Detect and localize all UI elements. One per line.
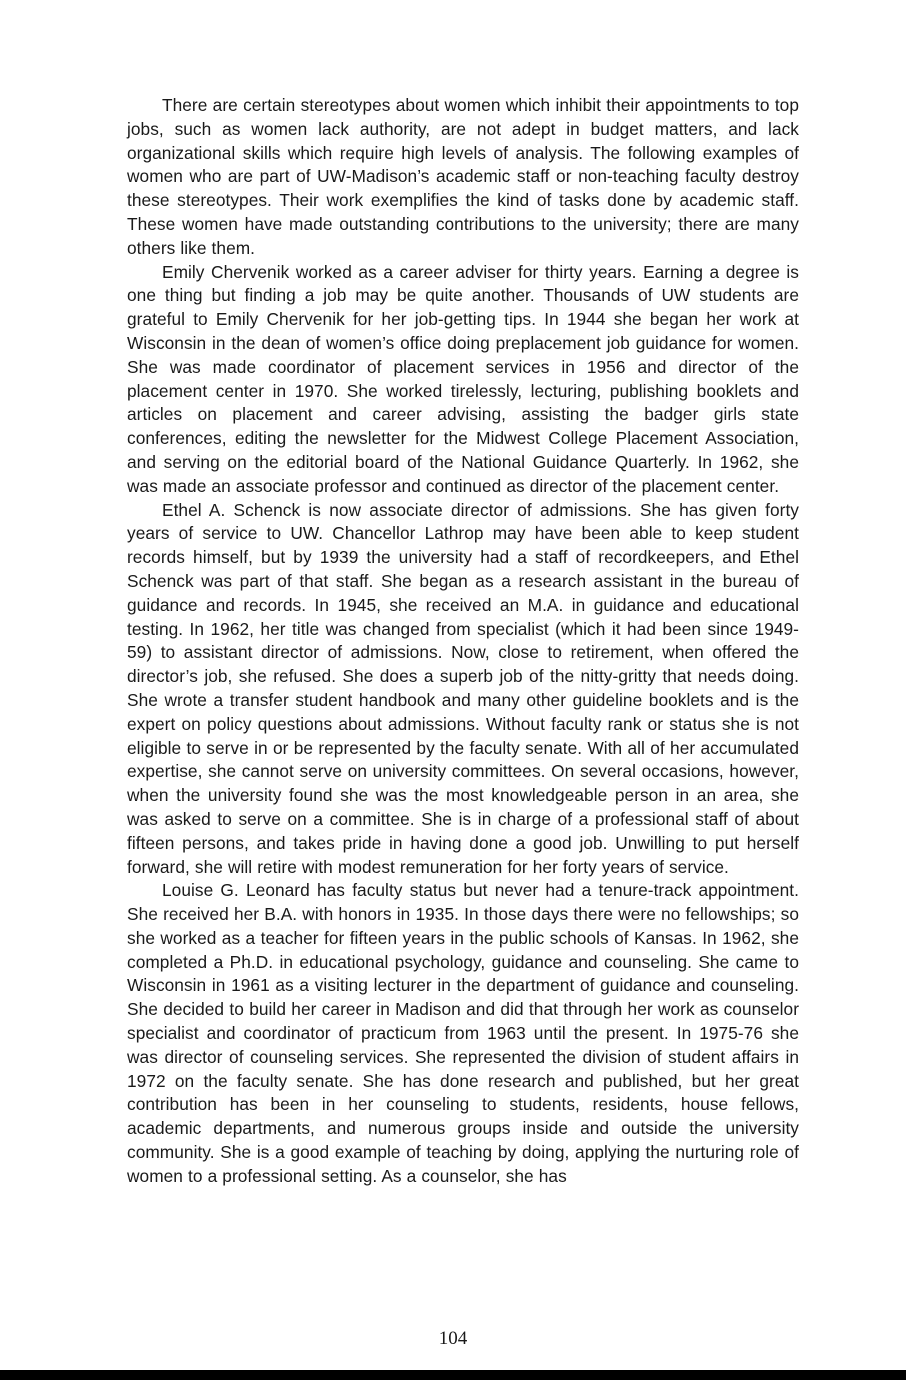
paragraph-leonard: Louise G. Leonard has faculty status but never had a tenure-track appointment. She received her B.A. with honors in 1935. In those days there were no fellowships; so she worked as a teacher for fifteen years in the public schools of Kansas. In 1962, she completed a Ph.D. in educational psychology, guidance and counseling. She came to Wisconsin in 1961 as a visiting lecturer in the department of guidance and counseling. She decided to build her career in Madison and did that through her work as counselor specialist and coordinator of practicum from 1963 until the present. In 1975-76 she was director of counseling services. She represented the division of student affairs in 1972 on the faculty senate. She has done research and published, but her great contribution has been in her counseling to students, residents, house fellows, academic departments, and numerous groups inside and outside the university community. She is a good example of teaching by doing, applying the nurturing role of women to a professional setting. As a counselor, she has bbox=[127, 880, 799, 1186]
paragraph-intro: There are certain stereotypes about women which inhibit their appointments to top jobs, such as women lack authority, are not adept in budget matters, and lack organizational skills which require high levels of analysis. The following examples of women who are part of UW-Madison’s academic staff or non-teaching faculty destroy these stereotypes. Their work exemplifies the kind of tasks done by academic staff. These women have made outstanding contributions to the university; there are many others like them. bbox=[127, 95, 799, 258]
scan-edge-bar bbox=[0, 1370, 906, 1380]
paragraph-chervenik: Emily Chervenik worked as a career adviser for thirty years. Earning a degree is one thing but finding a job may be quite another. Thousands of UW students are grateful to Emily Chervenik for her job-getting tips. In 1944 she began her work at Wisconsin in the dean of women’s office doing preplacement job guidance for women. She was made coordinator of placement services in 1956 and director of the placement center in 1970. She worked tirelessly, lecturing, publishing booklets and articles on placement and career advising, assisting the badger girls state conferences, editing the newsletter for the Midwest College Placement Association, and serving on the editorial board of the National Guidance Quarterly. In 1962, she was made an associate professor and continued as director of the placement center. bbox=[127, 261, 799, 496]
paragraph-schenck: Ethel A. Schenck is now associate director of admissions. She has given forty years of service to UW. Chancellor Lathrop may have been able to keep student records himself, but by 1939 the university had a staff of recordkeepers, and Ethel Schenck was part of that staff. She began as a research assistant in the bureau of guidance and records. In 1945, she received an M.A. in guidance and educational testing. In 1962, her title was changed from specialist (which it had been since 1949-59) to assistant director of admissions. Now, close to retirement, when offered the director’s job, she refused. She does a superb job of the nitty-gritty that needs doing. She wrote a transfer student handbook and many other guideline booklets and is the expert on policy questions about admissions. Without faculty rank or status she is not eligible to serve in or be represented by the faculty senate. With all of her accumulated expertise, she cannot serve on university committees. On several occasions, however, when the university found she was the most knowledgeable person in an area, she was asked to serve on a committee. She is in charge of a professional staff of about fifteen persons, and takes pride in having done a good job. Unwilling to put herself forward, she will retire with modest remuneration for her forty years of service. bbox=[127, 499, 799, 877]
body-text bbox=[127, 94, 799, 1189]
page-number: 104 bbox=[438, 1328, 468, 1349]
